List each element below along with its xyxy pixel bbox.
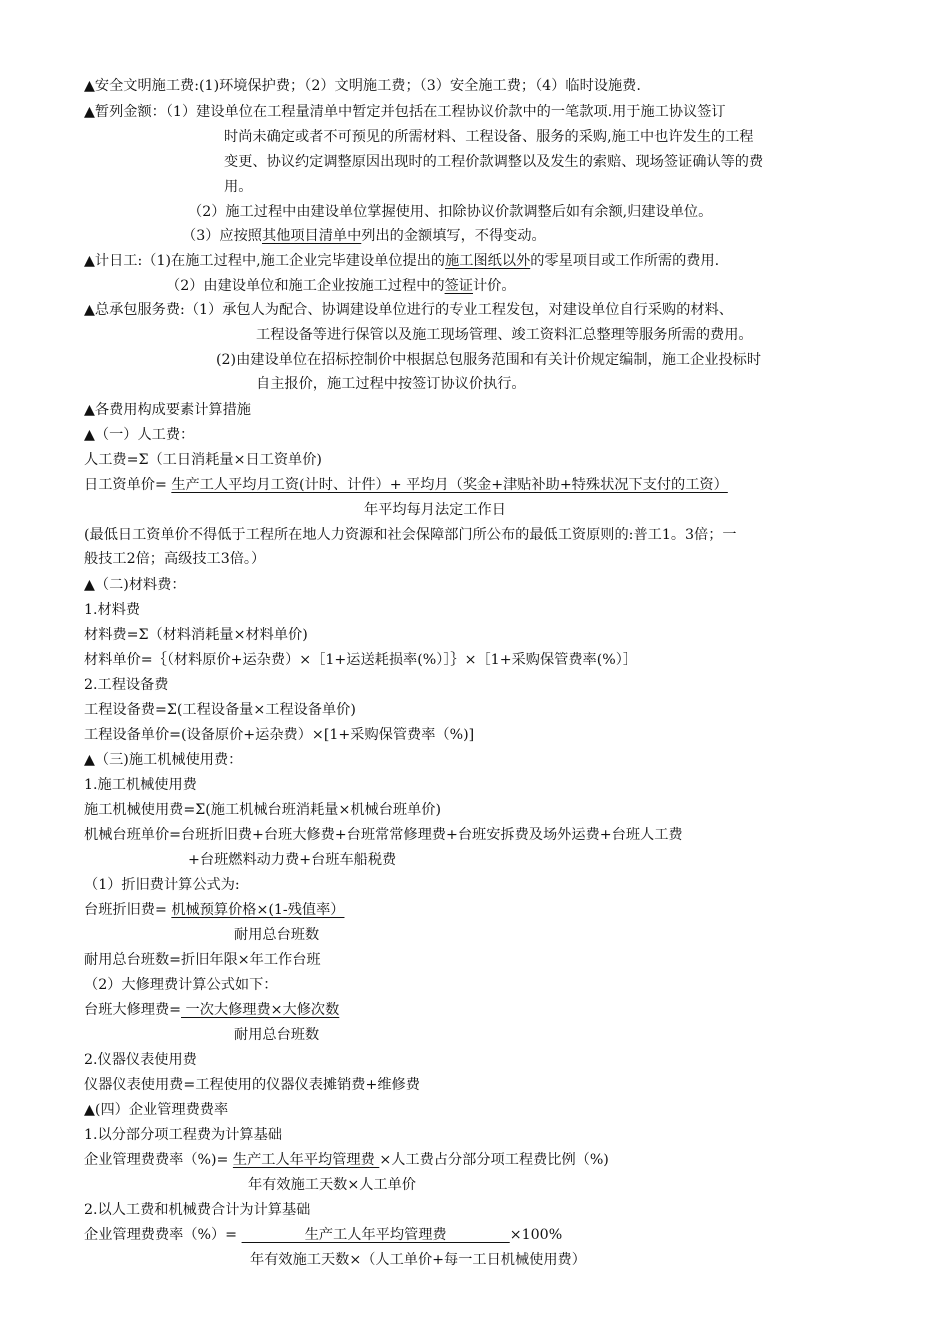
- formula-depreciation: [84, 900, 344, 920]
- line-contractor-service-3: (2)由建设单位在招标控制价中根据总包服务范围和有关计价规定编制，施工企业投标时: [216, 352, 762, 368]
- text-segment: 台班大修理费=: [84, 1002, 182, 1018]
- text-segment: 的零星项目或工作所需的费用.: [530, 253, 720, 269]
- text-segment: （2）由建设单位和施工企业按施工过程中的: [166, 278, 445, 294]
- subheading-depreciation: （1）折旧费计算公式为:: [84, 877, 240, 893]
- formula-management-1: [84, 1150, 609, 1170]
- formula-numerator: 生产工人年平均管理费: [232, 1152, 380, 1168]
- line-contractor-service-2: 工程设备等进行保管以及施工现场管理、竣工资料汇总整理等服务所需的费用。: [256, 327, 753, 343]
- line-daywork-2: [166, 276, 516, 296]
- underlined-text: 其他项目清单中: [261, 228, 362, 244]
- formula-machine-shift-2: +台班燃料动力费+台班车船税费: [188, 852, 397, 868]
- formula-overhaul: [84, 1000, 339, 1020]
- subheading-overhaul: （2）大修理费计算公式如下：: [84, 977, 278, 993]
- text-segment: 台班折旧费=: [84, 902, 172, 918]
- formula-numerator: 机械预算价格×(1-残值率）: [171, 902, 345, 918]
- line-provisional-sum-6: [182, 226, 546, 246]
- subheading-equipment: 2.工程设备费: [84, 677, 169, 693]
- formula-management-2: [84, 1225, 562, 1245]
- formula-equipment: 工程设备费=Σ(工程设备量×工程设备单价): [84, 702, 356, 718]
- formula-material: 材料费=Σ（材料消耗量×材料单价): [84, 627, 308, 643]
- text-segment: ×人工费占分部分项工程费比例（%): [379, 1152, 609, 1168]
- formula-numerator: 一次大修理费×大修次数: [181, 1002, 340, 1018]
- text-segment: 计价。: [472, 278, 516, 294]
- text-segment: 列出的金额填写，不得变动。: [361, 228, 546, 244]
- line-provisional-sum-5: （2）施工过程中由建设单位掌握使用、扣除协议价款调整后如有余额,归建设单位。: [188, 204, 713, 220]
- formula-denominator: 年有效施工天数×（人工单价+每一工日机械使用费）: [250, 1252, 586, 1268]
- text-segment: ×100%: [509, 1227, 563, 1243]
- formula-labor: 人工费=Σ（工日消耗量×日工资单价): [84, 452, 322, 468]
- formula-daily-wage: [84, 475, 728, 495]
- subheading-machinery: 1.施工机械使用费: [84, 777, 197, 793]
- note-min-wage-2: 般技工2倍；高级技工3倍。）: [84, 551, 266, 567]
- line-daywork: [84, 251, 719, 271]
- line-contractor-service: ▲总承包服务费:（1）承包人为配合、协调建设单位进行的专业工程发包，对建设单位自行采购的材料、: [84, 302, 733, 318]
- formula-equipment-price: 工程设备单价=(设备原价+运杂费）×[1+采购保管费率（%)]: [84, 727, 475, 743]
- line-provisional-sum-4: 用。: [224, 179, 253, 195]
- line-provisional-sum-2: 时尚未确定或者不可预见的所需材料、工程设备、服务的采购,施工中也许发生的工程: [224, 129, 754, 145]
- line-provisional-sum: ▲暂列金额：（1）建设单位在工程量清单中暂定并包括在工程协议价款中的一笔款项.用于施工协议签订: [84, 104, 726, 120]
- formula-instrument: 仪器仪表使用费=工程使用的仪器仪表摊销费+维修费: [84, 1077, 420, 1093]
- subheading-material-fee: 1.材料费: [84, 602, 141, 618]
- underlined-text: 签证: [444, 278, 473, 294]
- formula-denominator: 耐用总台班数: [234, 1027, 320, 1043]
- formula-denominator: 耐用总台班数: [234, 927, 320, 943]
- text-segment: 企业管理费费率（%）=: [84, 1227, 242, 1243]
- formula-total-shifts: 耐用总台班数=折旧年限×年工作台班: [84, 952, 321, 968]
- section-heading-management: ▲(四）企业管理费费率: [84, 1102, 229, 1118]
- text-segment: 日工资单价=: [84, 477, 172, 493]
- text-segment: （3）应按照: [182, 228, 262, 244]
- formula-machinery: 施工机械使用费=Σ(施工机械台班消耗量×机械台班单价): [84, 802, 442, 818]
- subheading-management-basis-1: 1.以分部分项工程费为计算基础: [84, 1127, 282, 1143]
- formula-machine-shift: 机械台班单价=台班折旧费+台班大修费+台班常常修理费+台班安拆费及场外运费+台班人工费: [84, 827, 683, 843]
- line-contractor-service-4: 自主报价，施工过程中按签订协议价执行。: [256, 376, 526, 392]
- formula-denominator: 年平均每月法定工作日: [364, 502, 506, 518]
- text-segment: 企业管理费费率（%)=: [84, 1152, 233, 1168]
- section-heading-labor: ▲（一）人工费：: [84, 427, 195, 443]
- formula-numerator: 生产工人平均月工资(计时、计件）+ 平均月（奖金+津贴补助+特殊状况下支付的工资）: [171, 477, 728, 493]
- formula-denominator: 年有效施工天数×人工单价: [248, 1177, 416, 1193]
- line-provisional-sum-3: 变更、协议约定调整原因出现时的工程价款调整以及发生的索赔、现场签证确认等的费: [224, 154, 764, 170]
- subheading-management-basis-2: 2.以人工费和机械费合计为计算基础: [84, 1202, 311, 1218]
- formula-material-price: 材料单价=｛（材料原价+运杂费）×［1+运送耗损率(%）］｝×［1+采购保管费率(%）］: [84, 652, 638, 668]
- text-segment: ▲计日工:（1)在施工过程中,施工企业完毕建设单位提出的: [84, 253, 446, 269]
- section-heading-machinery: ▲（三)施工机械使用费：: [84, 752, 243, 768]
- section-heading-material: ▲（二)材料费：: [84, 577, 186, 593]
- subheading-instrument: 2.仪器仪表使用费: [84, 1052, 197, 1068]
- line-safety-fee: ▲安全文明施工费:(1)环境保护费；（2）文明施工费；（3）安全施工费；（4）临时设施费.: [84, 78, 641, 94]
- underlined-text: 施工图纸以外: [445, 253, 531, 269]
- formula-numerator: 生产工人年平均管理费: [241, 1227, 510, 1243]
- section-heading-calc: ▲各费用构成要素计算措施: [84, 402, 251, 418]
- note-min-wage: (最低日工资单价不得低于工程所在地人力资源和社会保障部门所公布的最低工资原则的:普工1。3倍；一: [84, 527, 737, 543]
